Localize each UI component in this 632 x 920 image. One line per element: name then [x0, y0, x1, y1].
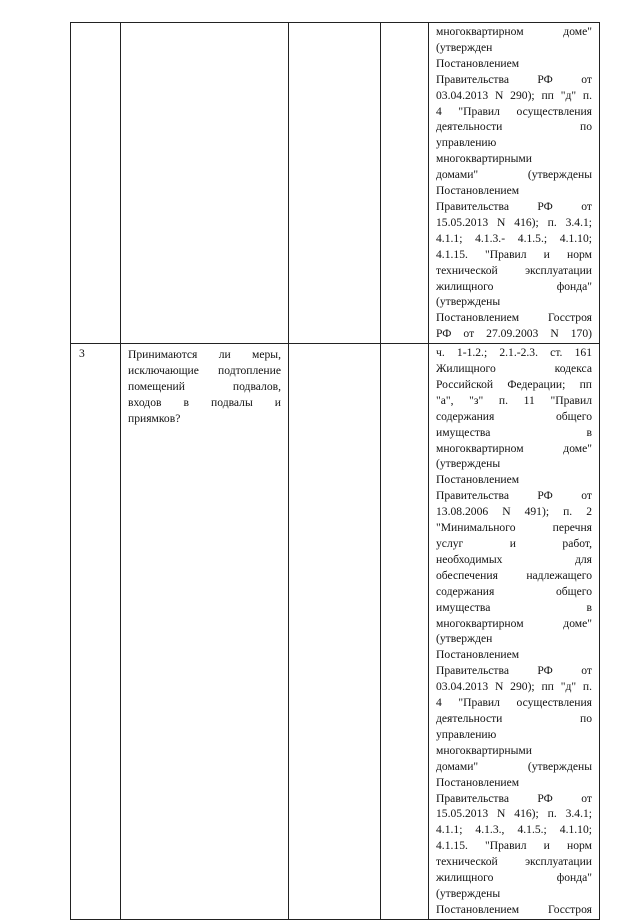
answer-no-cell	[381, 23, 429, 344]
legal-reference-line: необходимых для	[436, 552, 592, 566]
legal-reference-line: Правительства РФ от	[436, 664, 592, 678]
question-line: исключающие подтопление	[128, 364, 281, 378]
legal-reference-line: РФ от 27.09.2003 N 170)	[436, 327, 592, 341]
answer-yes-cell	[289, 23, 381, 344]
legal-reference-line: Постановлением	[436, 56, 520, 70]
legal-reference-line: домами" (утверждены	[436, 759, 592, 773]
legal-reference-line: содержания общего	[436, 409, 592, 423]
legal-reference-line: Правительства РФ от	[436, 489, 592, 503]
legal-reference-line: многоквартирном доме"	[436, 25, 592, 38]
legal-reference-line: деятельности по	[436, 711, 592, 725]
legal-reference-line: Правительства РФ от	[436, 199, 592, 213]
question-line: приямков?	[128, 411, 181, 425]
legal-reference-line: "а", "з" п. 11 "Правил	[436, 393, 592, 407]
legal-reference-line: 03.04.2013 N 290); пп "д" п.	[436, 88, 592, 102]
legal-reference-line: Постановлением Госстроя	[436, 902, 592, 916]
requirements-table	[70, 22, 600, 920]
legal-reference-cell	[429, 344, 600, 920]
legal-reference-line: технической эксплуатации	[436, 263, 592, 277]
table-row	[71, 344, 600, 920]
answer-no-cell	[381, 344, 429, 920]
legal-reference-line: услуг и работ,	[436, 537, 592, 550]
legal-reference-line: 15.05.2013 N 416); п. 3.4.1;	[436, 215, 592, 229]
legal-reference-line: Правительства РФ от	[436, 791, 592, 805]
legal-reference-line: (утвержден	[436, 632, 493, 646]
legal-reference-line: имущества в	[436, 600, 592, 614]
legal-reference-line: многоквартирными	[436, 743, 532, 757]
legal-reference-line: Постановлением Госстроя	[436, 311, 592, 325]
question-line: входов в подвалы и	[128, 395, 281, 409]
legal-reference-line: Российской Федерации; пп	[436, 377, 592, 391]
row-number: 3	[79, 347, 85, 361]
question-line: Принимаются ли меры,	[128, 348, 281, 362]
legal-reference-cell	[429, 23, 600, 344]
legal-reference-text	[429, 23, 599, 343]
row-number-cell	[71, 344, 121, 920]
legal-reference-line: 4.1.15. "Правил и норм	[436, 247, 592, 261]
legal-reference-line: имущества в	[436, 425, 592, 439]
legal-reference-line: Постановлением	[436, 184, 520, 198]
legal-reference-line: (утверждены	[436, 295, 501, 309]
legal-reference-line: жилищного фонда"	[436, 871, 592, 885]
legal-reference-line: Постановлением	[436, 648, 520, 662]
legal-reference-line: (утверждены	[436, 886, 501, 900]
legal-reference-line: многоквартирными	[436, 152, 532, 166]
legal-reference-line: "Минимального перечня	[436, 521, 592, 535]
legal-reference-line: многоквартирном доме"	[436, 616, 592, 630]
legal-reference-line: (утверждены	[436, 457, 501, 471]
legal-reference-line: управлению	[436, 136, 497, 150]
legal-reference-line: жилищного фонда"	[436, 279, 592, 293]
legal-reference-line: Правительства РФ от	[436, 72, 592, 86]
question-cell	[121, 344, 289, 920]
legal-reference-line: 15.05.2013 N 416); п. 3.4.1;	[436, 807, 592, 821]
legal-reference-line: Жилищного кодекса	[436, 362, 592, 376]
legal-reference-line: 13.08.2006 N 491); п. 2	[436, 505, 592, 519]
legal-reference-line: домами" (утверждены	[436, 168, 592, 182]
answer-yes-cell	[289, 344, 381, 920]
legal-reference-line: 03.04.2013 N 290); пп "д" п.	[436, 680, 592, 694]
question-text	[121, 344, 288, 427]
legal-reference-text	[429, 344, 599, 919]
legal-reference-line: многоквартирном доме"	[436, 441, 592, 455]
legal-reference-line: 4 "Правил осуществления	[436, 696, 592, 710]
question-cell	[121, 23, 289, 344]
table-row	[71, 23, 600, 344]
legal-reference-line: деятельности по	[436, 120, 592, 134]
legal-reference-line: (утвержден	[436, 40, 493, 54]
legal-reference-line: Постановлением	[436, 473, 520, 487]
legal-reference-line: обеспечения надлежащего	[436, 568, 592, 582]
legal-reference-line: содержания общего	[436, 584, 592, 598]
question-text	[121, 23, 288, 26]
legal-reference-line: 4 "Правил осуществления	[436, 104, 592, 118]
row-number	[71, 23, 120, 27]
legal-reference-line: технической эксплуатации	[436, 855, 592, 869]
question-line: помещений подвалов,	[128, 379, 281, 393]
legal-reference-line: ч. 1-1.2.; 2.1.-2.3. ст. 161	[436, 346, 592, 360]
legal-reference-line: 4.1.1; 4.1.3., 4.1.5.; 4.1.10;	[436, 823, 592, 837]
legal-reference-line: 4.1.15. "Правил и норм	[436, 839, 592, 853]
row-number-cell	[71, 23, 121, 344]
legal-reference-line: Постановлением	[436, 775, 520, 789]
legal-reference-line: управлению	[436, 727, 497, 741]
legal-reference-line: 4.1.1; 4.1.3.- 4.1.5.; 4.1.10;	[436, 231, 592, 245]
